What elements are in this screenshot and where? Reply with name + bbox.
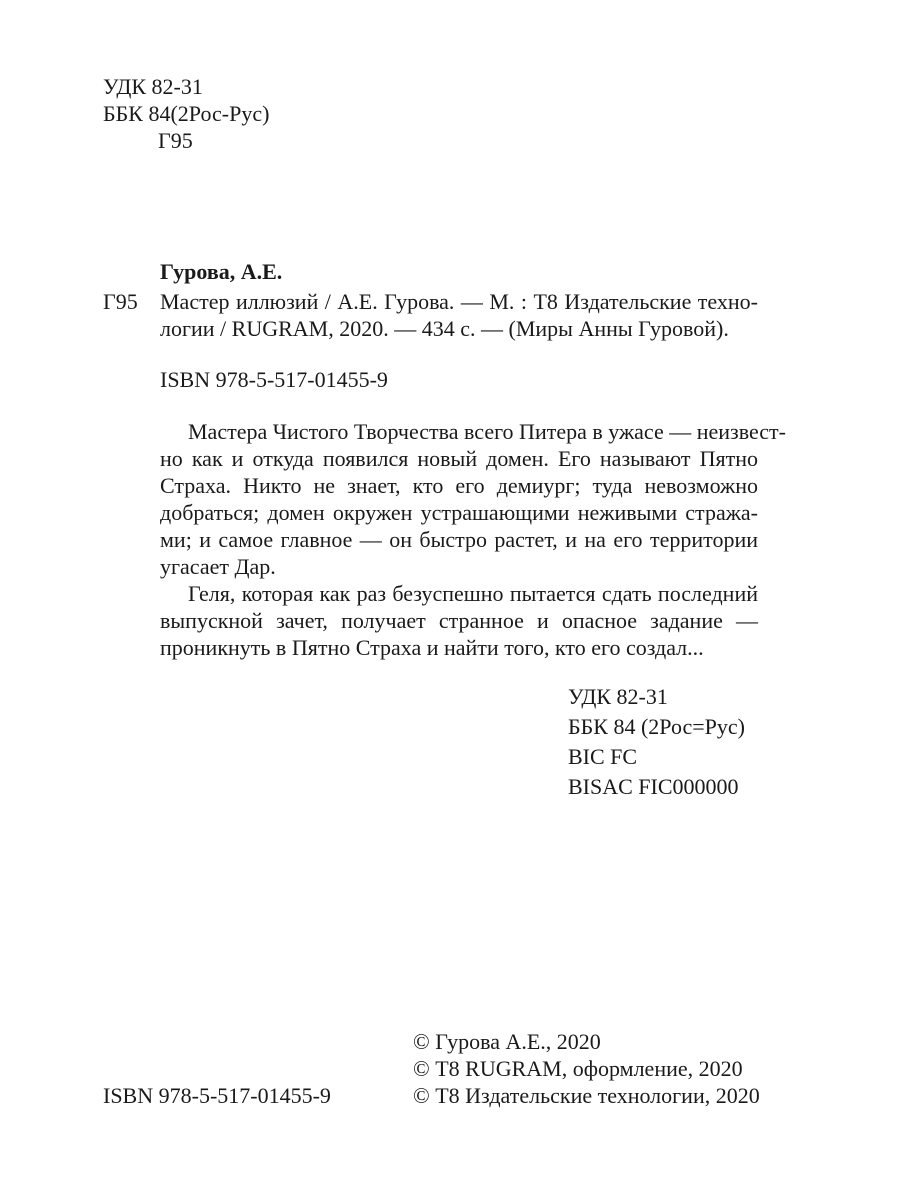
annotation-line: проникнуть в Пятно Страха и найти того, кто его создал... [160,635,704,660]
annotation-line: ми; и самое главное — он быстро растет, и на его территории [160,527,758,552]
classification-codes-top [103,73,269,154]
description-line: Мастер иллюзий / А.Е. Гурова. — М. : Т8 Издательские техно- [160,289,758,314]
copyright-line: © Т8 RUGRAM, оформление, 2020 [413,1056,743,1081]
copyright-line: © Гурова А.Е., 2020 [413,1029,601,1054]
copyright-line: © Т8 Издательские технологии, 2020 [413,1083,760,1108]
copyright-block [413,1028,760,1109]
annotation-paragraph [160,418,786,580]
bbk-code: ББК 84 (2Рос=Рус) [568,714,745,739]
bbk-code: ББК 84(2Рос-Рус) [103,101,270,126]
annotation-line: Геля, которая как раз безуспешно пытается сдать последний [188,581,758,606]
description-line: логии / RUGRAM, 2020. — 434 с. — (Миры Анны Гуровой). [160,316,729,341]
annotation-paragraph [160,580,758,661]
author-heading: Гурова, А.Е. [160,259,283,284]
classification-codes-right [568,682,745,802]
annotation-line: но как и откуда появился новый домен. Его называют Пятно [160,446,758,471]
annotation-line: Мастера Чистого Творчества всего Питера в ужасе — неизвест- [188,419,786,444]
udk-code: УДК 82-31 [568,684,668,709]
annotation-line: добраться; домен окружен устрашающими неживыми стража- [160,500,758,525]
bisac-code: BISAC FIC000000 [568,774,739,799]
annotation-line: угасает Дар. [160,554,276,579]
entry-author-mark: Г95 [103,289,138,314]
annotation [160,418,786,661]
bibliographic-description [160,288,758,342]
isbn-footer: ISBN 978-5-517-01455-9 [103,1083,331,1108]
bic-code: BIC FC [568,744,638,769]
annotation-line: выпускной зачет, получает странное и опасное задание — [160,608,758,633]
udk-code: УДК 82-31 [103,74,203,99]
author-mark: Г95 [158,128,193,153]
annotation-line: Страха. Никто не знает, кто его демиург; туда невозможно [160,473,758,498]
isbn: ISBN 978-5-517-01455-9 [160,367,388,392]
